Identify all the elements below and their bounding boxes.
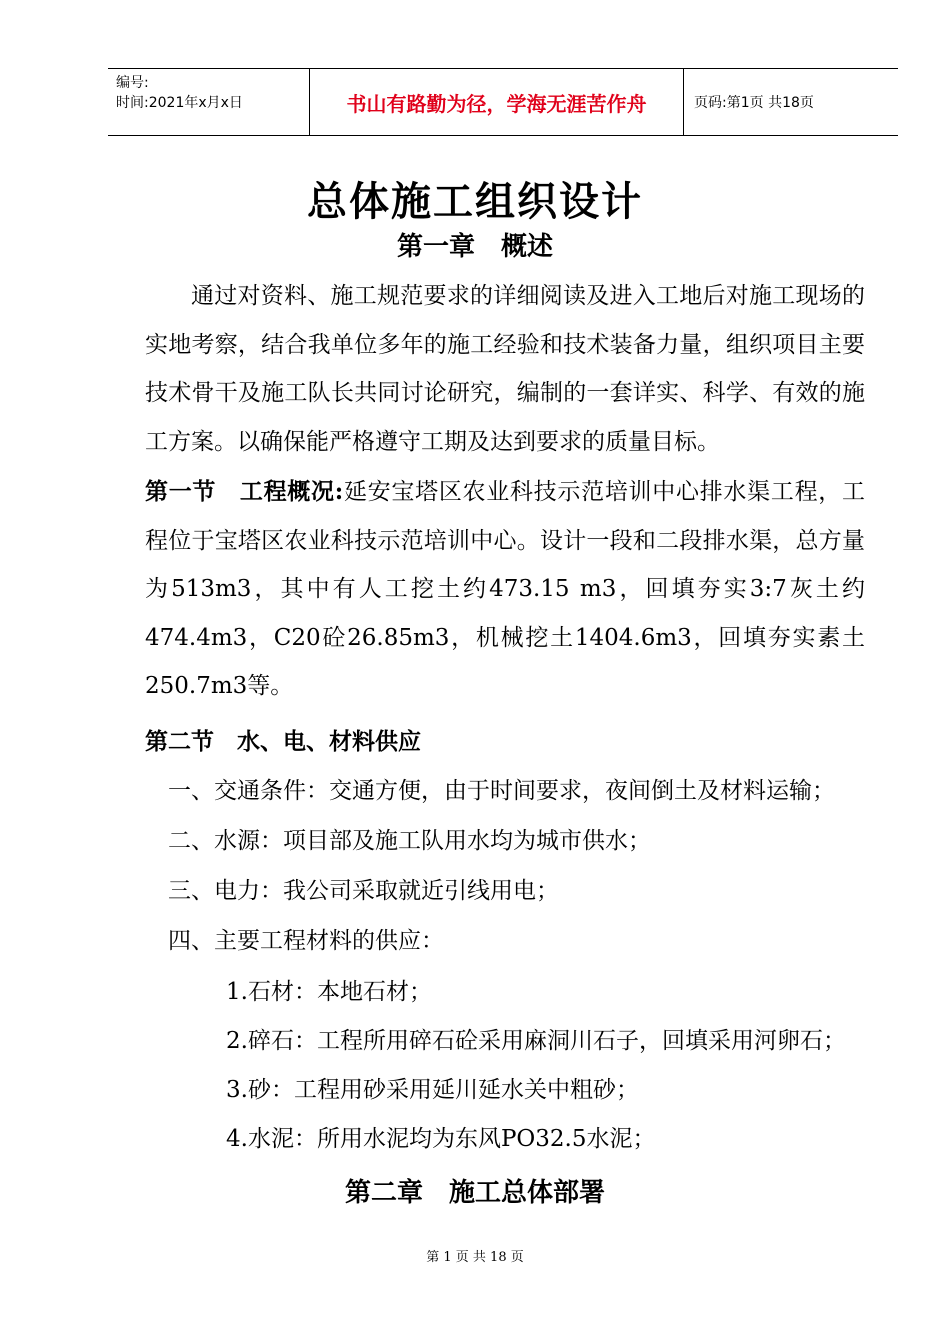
page-footer: 第 1 页 共 18 页 xyxy=(426,1250,524,1265)
time-label: 时间:2021年x月x日 xyxy=(116,95,243,111)
supply-item-2: 二、水源：项目部及施工队用水均为城市供水； xyxy=(168,828,651,854)
header-page-info: 页码:第1页 共18页 xyxy=(694,95,814,111)
material-item-3: 3.砂：工程用砂采用延川延水关中粗砂； xyxy=(226,1077,639,1103)
chapter-1-heading: 第一章 概述 xyxy=(396,232,553,262)
section-1-text: 延安宝塔区农业科技示范培训中心排水渠工程，工程位于宝塔区农业科技示范培训中心。设计一段和二段排水渠，总方量为513m3，其中有人工挖土约473.15 m3，回填夯实3:7灰土约474.4m3，C20砼26.85m3，机械挖土1404.6m3，回填夯实素土250.7m3等。 xyxy=(145,479,866,699)
header-table xyxy=(108,68,898,136)
code-label: 编号: xyxy=(116,75,149,91)
header-motto: 书山有路勤为径，学海无涯苦作舟 xyxy=(310,69,684,135)
document-title: 总体施工组织设计 xyxy=(307,178,643,225)
header-meta xyxy=(108,69,310,135)
section-1-paragraph xyxy=(145,468,865,711)
supply-item-3: 三、电力：我公司采取就近引线用电； xyxy=(168,878,559,904)
supply-item-4: 四、主要工程材料的供应： xyxy=(168,928,444,954)
material-item-4: 4.水泥：所用水泥均为东风PO32.5水泥； xyxy=(226,1126,656,1152)
supply-item-1: 一、交通条件：交通方便，由于时间要求，夜间倒土及材料运输； xyxy=(168,778,835,804)
material-item-1: 1.石材：本地石材； xyxy=(226,979,432,1005)
section-2-heading: 第二节 水、电、材料供应 xyxy=(145,728,421,755)
chapter-2-heading: 第二章 施工总体部署 xyxy=(344,1178,605,1208)
section-1-heading: 第一节 工程概况: xyxy=(145,478,344,505)
intro-paragraph: 通过对资料、施工规范要求的详细阅读及进入工地后对施工现场的实地考察，结合我单位多年的施工经验和技术装备力量，组织项目主要技术骨干及施工队长共同讨论研究，编制的一套详实、科学、有效的施工方案。以确保能严格遵守工期及达到要求的质量目标。 xyxy=(145,283,865,455)
material-item-2: 2.碎石：工程所用碎石砼采用麻洞川石子，回填采用河卵石； xyxy=(226,1028,846,1054)
